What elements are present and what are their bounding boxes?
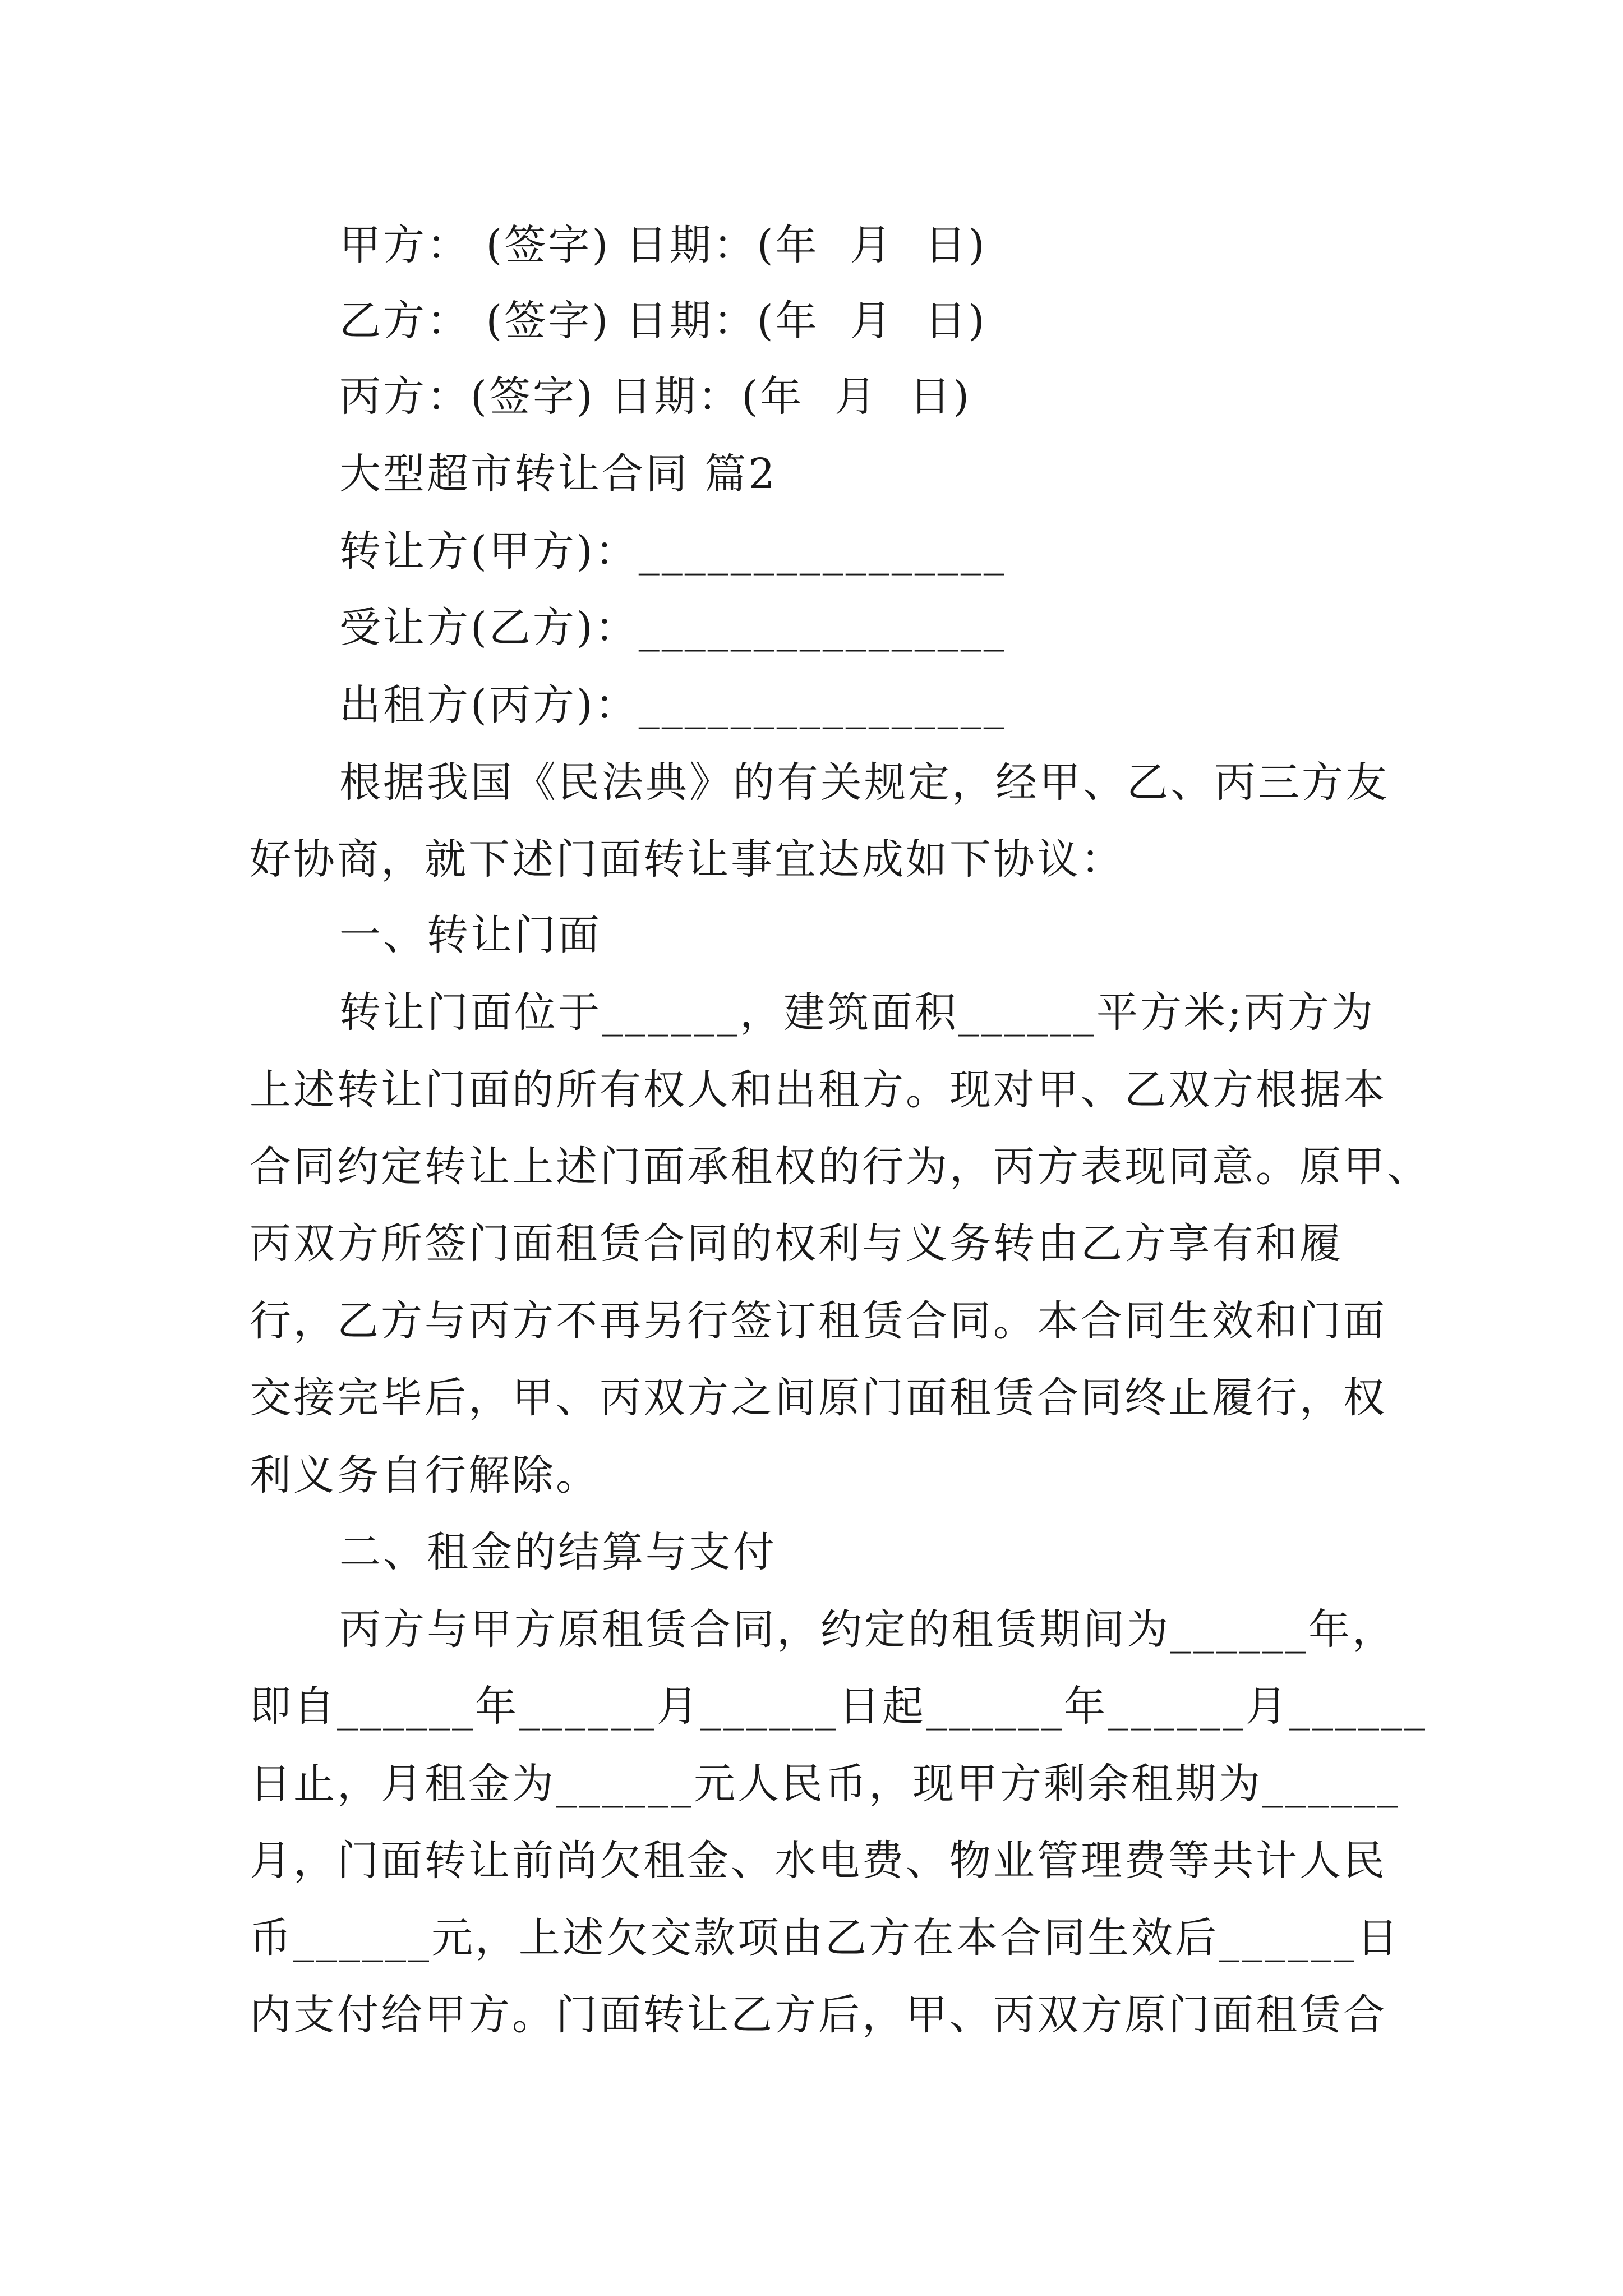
paragraph-line: 行，乙方与丙方不再另行签订租赁合同。本合同生效和门面 bbox=[250, 1297, 1387, 1345]
paragraph-line: 合同约定转让上述门面承租权的行为，丙方表现同意。原甲、 bbox=[250, 1143, 1431, 1191]
signature-line-party-b: 乙方： (签字) 日期：(年 月 日) bbox=[339, 297, 987, 345]
paragraph-line: 即自______年______月______日起______年______月______ bbox=[250, 1682, 1427, 1731]
paragraph-line: 上述转让门面的所有权人和出租方。现对甲、乙双方根据本 bbox=[250, 1066, 1387, 1114]
paragraph-line: 丙方与甲方原租赁合同，约定的租赁期间为______年， bbox=[339, 1605, 1396, 1654]
paragraph-line: 币______元，上述欠交款项由乙方在本合同生效后______日 bbox=[250, 1914, 1400, 1962]
signature-line-party-a: 甲方： (签字) 日期：(年 月 日) bbox=[339, 221, 987, 269]
paragraph-line: 好协商，就下述门面转让事宜达成如下协议： bbox=[250, 835, 1124, 884]
paragraph-line: 利义务自行解除。 bbox=[250, 1451, 600, 1499]
signature-line-party-c: 丙方：(签字) 日期：(年 月 日) bbox=[339, 372, 972, 421]
paragraph-line: 转让门面位于______，建筑面积______平方米;丙方为 bbox=[339, 988, 1375, 1037]
section-title: 大型超市转让合同 篇2 bbox=[339, 450, 777, 498]
paragraph-line: 交接完毕后，甲、丙双方之间原门面租赁合同终止履行，权 bbox=[250, 1374, 1387, 1422]
paragraph-line: 丙双方所签门面租赁合同的权利与义务转由乙方享有和履 bbox=[250, 1220, 1343, 1268]
article-heading: 二、租金的结算与支付 bbox=[339, 1528, 777, 1576]
lessor-field: 出租方(丙方)：________________ bbox=[339, 681, 1007, 729]
paragraph-line: 月，门面转让前尚欠租金、水电费、物业管理费等共计人民 bbox=[250, 1837, 1387, 1885]
paragraph-line: 根据我国《民法典》的有关规定，经甲、乙、丙三方友 bbox=[339, 758, 1389, 807]
transferee-field: 受让方(乙方)：________________ bbox=[339, 604, 1007, 652]
transferor-field: 转让方(甲方)：________________ bbox=[339, 527, 1007, 576]
article-heading: 一、转让门面 bbox=[339, 911, 602, 959]
paragraph-line: 内支付给甲方。门面转让乙方后，甲、丙双方原门面租赁合 bbox=[250, 1991, 1387, 2039]
paragraph-line: 日止，月租金为______元人民币，现甲方剩余租期为______ bbox=[250, 1760, 1400, 1808]
